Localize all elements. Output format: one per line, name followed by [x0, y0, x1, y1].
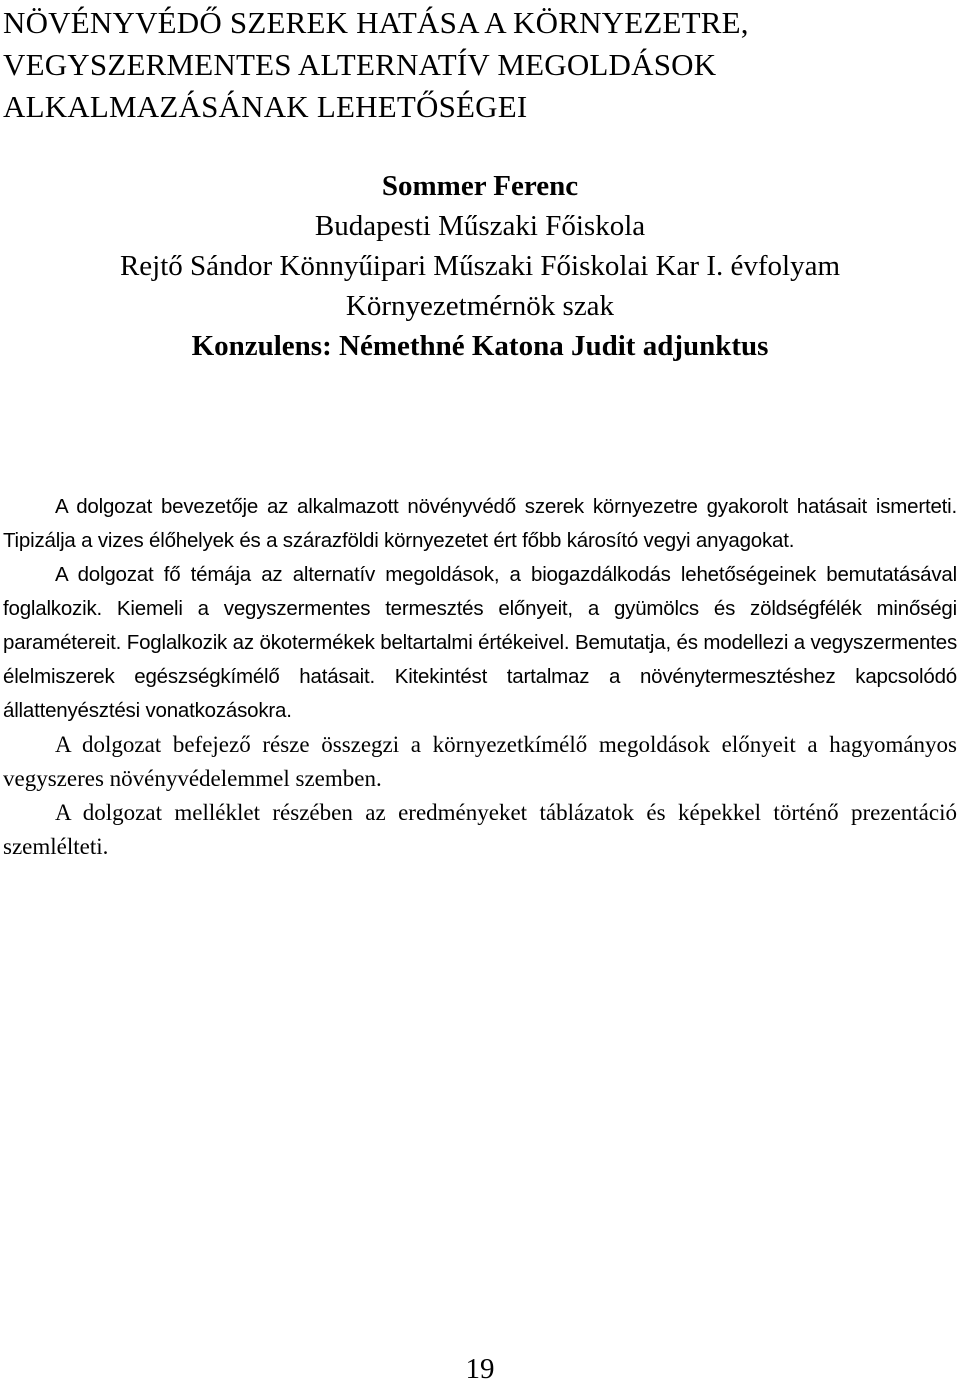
- supervisor: Konzulens: Némethné Katona Judit adjunktus: [191, 330, 769, 362]
- page-number: 19: [465, 1353, 495, 1385]
- study-program: Környezetmérnök szak: [345, 290, 615, 322]
- abstract-closing-block: [3, 728, 957, 864]
- institution: Budapesti Műszaki Főiskola: [314, 210, 646, 242]
- abstract-paragraph-3: A dolgozat befejező része összegzi a környezetkímélő megoldások előnyeit a hagyományos vegyszeres növényvédelemmel szemben.: [3, 732, 957, 791]
- author-block: [0, 166, 960, 366]
- abstract-intro-block: [3, 490, 957, 728]
- abstract: [3, 490, 957, 864]
- author-name: Sommer Ferenc: [381, 170, 579, 202]
- title-line-1: NÖVÉNYVÉDŐ SZEREK HATÁSA A KÖRNYEZETRE,: [3, 5, 749, 40]
- title-line-3: ALKALMAZÁSÁNAK LEHETŐSÉGEI: [3, 89, 528, 124]
- abstract-paragraph-4: A dolgozat melléklet részében az eredményeket táblázatok és képekkel történő prezentáció szemlélteti.: [3, 800, 957, 859]
- paper-title: [3, 2, 943, 128]
- abstract-paragraph-1: A dolgozat bevezetője az alkalmazott növényvédő szerek környezetre gyakorolt hatásait ismerteti. Tipizálja a vizes élőhelyek és a szárazföldi környezetet ért főbb károsító vegyi anyagokat.: [3, 495, 957, 552]
- title-line-2: VEGYSZERMENTES ALTERNATÍV MEGOLDÁSOK: [3, 47, 717, 82]
- faculty-year: Rejtő Sándor Könnyűipari Műszaki Főiskolai Kar I. évfolyam: [119, 250, 841, 282]
- abstract-paragraph-2: A dolgozat fő témája az alternatív megoldások, a biogazdálkodás lehetőségeinek bemutatásával foglalkozik. Kiemeli a vegyszermentes termesztés előnyeit, a gyümölcs és zöldségfélék minőségi paramétereit. Foglalkozik az ökotermékek beltartalmi értékeivel. Bemutatja, és modellezi a vegyszermentes élelmiszerek egészségkímélő hatásait. Kitekintést tartalmaz a növénytermesztéshez kapcsolódó állattenyésztési vonatkozásokra.: [3, 563, 957, 722]
